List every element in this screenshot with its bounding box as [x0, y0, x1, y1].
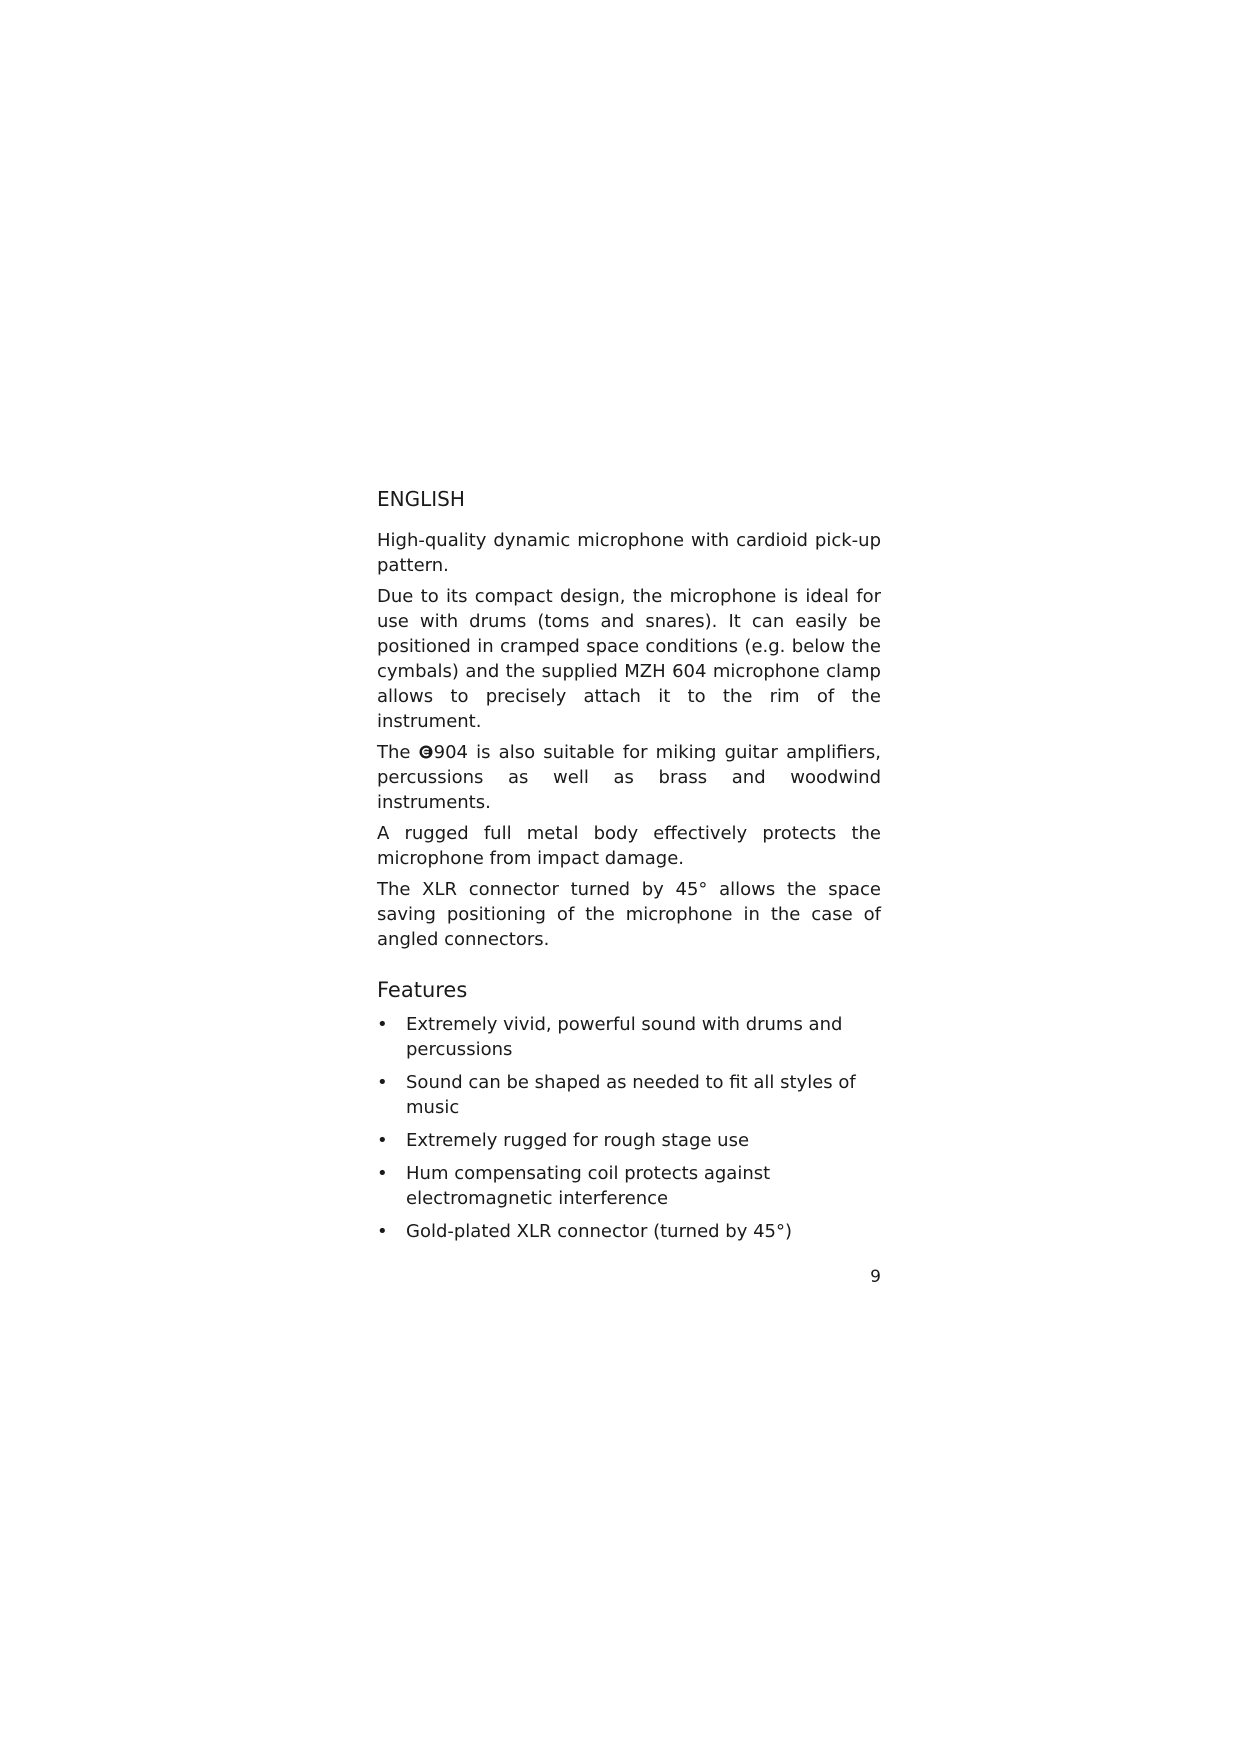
manual-page-content: [377, 486, 881, 1252]
model-number: 904: [433, 742, 468, 763]
feature-item: [377, 1128, 881, 1153]
feature-item: [377, 1219, 881, 1244]
evolution-logo-icon: [419, 745, 433, 759]
connector-paragraph: The XLR connector turned by 45° allows the space saving positioning of the microphone in the case of angled connectors.: [377, 879, 881, 950]
feature-text: Extremely vivid, powerful sound with drums and percussions: [406, 1014, 843, 1060]
intro-paragraph: High-quality dynamic microphone with cardioid pick-up pattern.: [377, 530, 881, 576]
feature-item: [377, 1161, 881, 1211]
features-heading: Features: [377, 978, 468, 1002]
page-number: 9: [870, 1267, 881, 1287]
bullet-icon: •: [377, 1014, 388, 1035]
bullet-icon: •: [377, 1072, 388, 1093]
features-list: [377, 1012, 881, 1244]
suitability-text-end: is also suitable for miking guitar amplifiers, percussions as well as brass and woodwind instruments.: [377, 742, 882, 813]
suitability-paragraph: [377, 740, 881, 815]
suitability-text-start: The: [377, 742, 419, 763]
bullet-icon: •: [377, 1163, 388, 1184]
feature-text: Gold-plated XLR connector (turned by 45°): [406, 1221, 793, 1242]
feature-text: Hum compensating coil protects against electromagnetic interference: [406, 1163, 771, 1209]
bullet-icon: •: [377, 1221, 388, 1242]
language-heading: ENGLISH: [377, 487, 465, 511]
body-paragraph: A rugged full metal body effectively protects the microphone from impact damage.: [377, 823, 881, 869]
feature-text: Extremely rugged for rough stage use: [406, 1130, 750, 1151]
feature-item: [377, 1012, 881, 1062]
feature-item: [377, 1070, 881, 1120]
feature-text: Sound can be shaped as needed to fit all styles of music: [406, 1072, 856, 1118]
bullet-icon: •: [377, 1130, 388, 1151]
design-paragraph: Due to its compact design, the microphone is ideal for use with drums (toms and snares). It can easily be positioned in cramped space conditions (e.g. below the cymbals) and the supplied MZH 604 microphone clamp allows to precisely attach it to the rim of the instrument.: [377, 586, 881, 732]
